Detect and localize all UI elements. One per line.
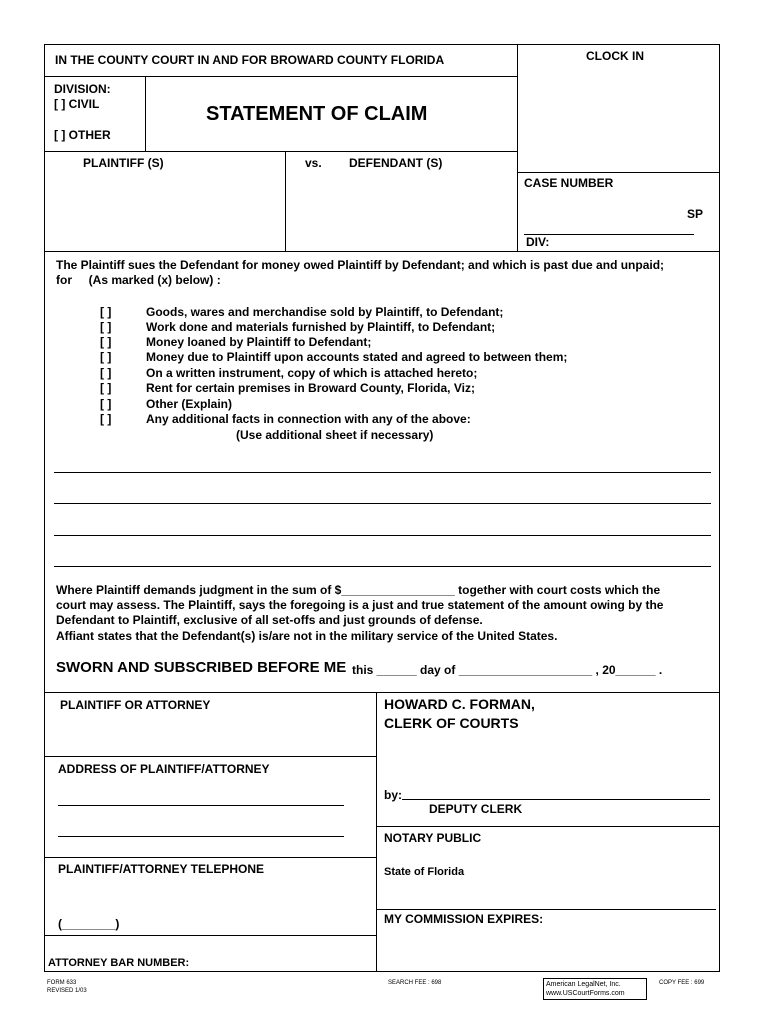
clerk-name: HOWARD C. FORMAN, (384, 696, 535, 712)
claim-item: On a written instrument, copy of which is attached hereto; (146, 366, 478, 380)
sworn-date-line: this ______ day of ____________________ , 20______ . (352, 663, 663, 677)
claim-item: Goods, wares and merchandise sold by Plaintiff, to Defendant; (146, 305, 504, 319)
claim-checkbox[interactable]: [ ] (100, 350, 112, 364)
claim-checkbox[interactable]: [ ] (100, 412, 112, 426)
by-label: by: (384, 788, 402, 802)
vs-label: vs. (305, 156, 322, 170)
division-label: DIVISION: (54, 82, 111, 96)
revised-date: REVISED 1/03 (47, 988, 87, 994)
vendor-box (543, 978, 647, 1000)
divider (44, 935, 376, 936)
divider (44, 857, 376, 858)
divider (44, 756, 376, 757)
bar-number-label: ATTORNEY BAR NUMBER: (48, 957, 190, 969)
state-label: State of Florida (384, 866, 465, 878)
divider (44, 151, 517, 152)
form-border (44, 44, 720, 972)
explanation-line[interactable] (54, 566, 711, 567)
claim-checkbox[interactable]: [ ] (100, 335, 112, 349)
claim-item: Any additional facts in connection with any of the above: (146, 412, 471, 426)
divider (517, 172, 720, 173)
civil-checkbox[interactable]: [ ] CIVIL (54, 97, 100, 111)
form-number: FORM 633 (47, 980, 77, 986)
claim-item: Rent for certain premises in Broward County, Florida, Viz; (146, 381, 475, 395)
deputy-clerk-label: DEPUTY CLERK (429, 802, 523, 816)
address-line[interactable] (58, 836, 344, 837)
military-statement: Affiant states that the Defendant(s) is/are not in the military service of the United States. (56, 629, 558, 643)
divider (517, 44, 518, 251)
div-label: DIV: (526, 235, 550, 249)
claim-intro: The Plaintiff sues the Defendant for money owed Plaintiff by Defendant; and which is past due and unpaid; (56, 258, 665, 272)
judgment-text: court may assess. The Plaintiff, says the foregoing is a just and true statement of the amount owing by the (56, 598, 664, 612)
claim-checkbox[interactable]: [ ] (100, 320, 112, 334)
explanation-line[interactable] (54, 503, 711, 504)
case-number-line[interactable] (524, 234, 694, 235)
deputy-signature-line[interactable] (402, 799, 710, 800)
page-title: STATEMENT OF CLAIM (206, 103, 428, 125)
defendant-label: DEFENDANT (S) (349, 156, 443, 170)
additional-note: (Use additional sheet if necessary) (236, 428, 434, 442)
phone-area-code[interactable]: (________) (58, 917, 120, 931)
case-number-label: CASE NUMBER (524, 176, 614, 190)
explanation-line[interactable] (54, 535, 711, 536)
search-fee: SEARCH FEE : 698 (388, 980, 442, 986)
divider (285, 151, 286, 251)
claim-checkbox[interactable]: [ ] (100, 381, 112, 395)
copy-fee: COPY FEE : 699 (659, 980, 705, 986)
other-checkbox[interactable]: [ ] OTHER (54, 128, 111, 142)
claim-intro-2: for (As marked (x) below) : (56, 273, 221, 287)
judgment-text: Defendant to Plaintiff, exclusive of all set-offs and just grounds of defense. (56, 613, 483, 627)
clerk-title: CLERK OF COURTS (384, 715, 519, 731)
divider (44, 692, 720, 693)
claim-item: Work done and materials furnished by Plaintiff, to Defendant; (146, 320, 496, 334)
vendor-name: American LegalNet, Inc. (546, 981, 621, 988)
divider (376, 692, 377, 972)
address-line[interactable] (58, 805, 344, 806)
divider (44, 76, 517, 77)
claim-checkbox[interactable]: [ ] (100, 305, 112, 319)
claim-checkbox[interactable]: [ ] (100, 366, 112, 380)
commission-label: MY COMMISSION EXPIRES: (384, 912, 544, 926)
address-label: ADDRESS OF PLAINTIFF/ATTORNEY (58, 762, 270, 776)
claim-item: Money due to Plaintiff upon accounts stated and agreed to between them; (146, 350, 568, 364)
claim-checkbox[interactable]: [ ] (100, 397, 112, 411)
notary-label: NOTARY PUBLIC (384, 831, 482, 845)
sworn-heading: SWORN AND SUBSCRIBED BEFORE ME (56, 659, 347, 676)
divider (145, 76, 146, 151)
claim-item: Money loaned by Plaintiff to Defendant; (146, 335, 372, 349)
clock-in-label: CLOCK IN (586, 49, 644, 63)
claim-item: Other (Explain) (146, 397, 233, 411)
explanation-line[interactable] (54, 472, 711, 473)
plaintiff-label: PLAINTIFF (S) (83, 156, 164, 170)
divider (44, 251, 720, 252)
vendor-url[interactable]: www.USCourtForms.com (546, 990, 625, 997)
plaintiff-attorney-label: PLAINTIFF OR ATTORNEY (60, 698, 211, 712)
divider (376, 909, 716, 910)
telephone-label: PLAINTIFF/ATTORNEY TELEPHONE (58, 862, 265, 876)
court-heading: IN THE COUNTY COURT IN AND FOR BROWARD COUNTY FLORIDA (55, 53, 445, 67)
divider (376, 826, 720, 827)
judgment-text: Where Plaintiff demands judgment in the sum of $_________________ together with court costs which the (56, 583, 661, 597)
sp-label: SP (687, 207, 704, 221)
